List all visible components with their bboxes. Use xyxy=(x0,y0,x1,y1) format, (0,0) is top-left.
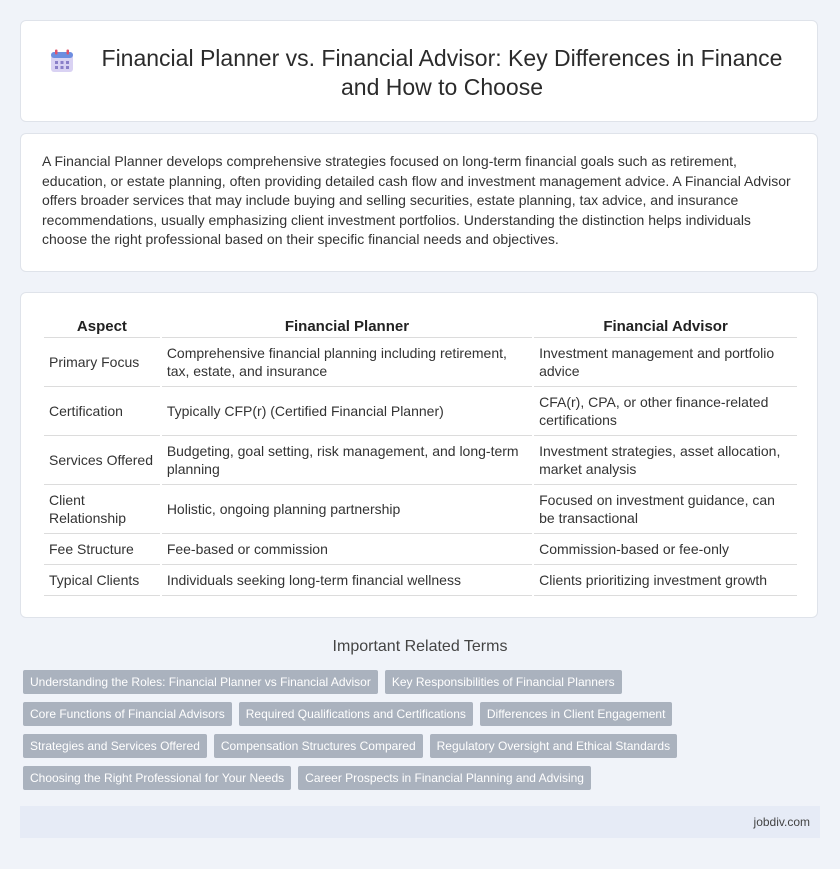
table-cell-advisor: Investment strategies, asset allocation, market analysis xyxy=(534,436,797,485)
table-header-row xyxy=(44,315,797,338)
table-cell-planner: Fee-based or commission xyxy=(162,534,532,565)
intro-card xyxy=(20,133,818,272)
table-cell-aspect: Typical Clients xyxy=(44,565,160,596)
header-card xyxy=(20,20,818,122)
table-row xyxy=(44,565,797,596)
related-term-tag[interactable]: Differences in Client Engagement xyxy=(480,702,673,726)
table-cell-advisor: CFA(r), CPA, or other finance-related certifications xyxy=(534,387,797,436)
tag-row xyxy=(23,734,803,758)
tag-row xyxy=(23,702,803,726)
table-cell-advisor: Commission-based or fee-only xyxy=(534,534,797,565)
related-term-tag[interactable]: Required Qualifications and Certifications xyxy=(239,702,473,726)
tag-row xyxy=(23,766,803,790)
table-cell-planner: Budgeting, goal setting, risk management, and long-term planning xyxy=(162,436,532,485)
column-header-aspect: Aspect xyxy=(44,315,160,338)
table-cell-aspect: Fee Structure xyxy=(44,534,160,565)
related-term-tag[interactable]: Compensation Structures Compared xyxy=(214,734,423,758)
table-cell-aspect: Primary Focus xyxy=(44,338,160,387)
table-row xyxy=(44,534,797,565)
table-cell-planner: Holistic, ongoing planning partnership xyxy=(162,485,532,534)
related-term-tag[interactable]: Strategies and Services Offered xyxy=(23,734,207,758)
related-terms-list xyxy=(23,670,803,798)
table-cell-advisor: Investment management and portfolio advice xyxy=(534,338,797,387)
site-link[interactable]: jobdiv.com xyxy=(753,815,810,829)
table-cell-advisor: Focused on investment guidance, can be transactional xyxy=(534,485,797,534)
intro-paragraph: A Financial Planner develops comprehensive strategies focused on long-term financial goals such as retirement, education, or estate planning, often providing detailed cash flow and investment management advice. A Financial Advisor offers broader services that may include buying and selling securities, estate planning, tax advice, and insurance recommendations, usually emphasizing client investment portfolios. Understanding the distinction helps individuals choose the right professional based on their specific financial needs and objectives. xyxy=(42,153,791,247)
related-terms-heading: Important Related Terms xyxy=(332,638,508,655)
table-cell-planner: Individuals seeking long-term financial wellness xyxy=(162,565,532,596)
tag-row xyxy=(23,670,803,694)
table-cell-advisor: Clients prioritizing investment growth xyxy=(534,565,797,596)
table-row xyxy=(44,387,797,436)
comparison-table-card xyxy=(20,292,818,618)
related-term-tag[interactable]: Regulatory Oversight and Ethical Standards xyxy=(430,734,677,758)
table-row xyxy=(44,485,797,534)
table-cell-aspect: Client Relationship xyxy=(44,485,160,534)
column-header-financial-advisor: Financial Advisor xyxy=(534,315,797,338)
table-cell-aspect: Services Offered xyxy=(44,436,160,485)
comparison-table xyxy=(42,315,799,596)
calendar-icon xyxy=(49,48,75,74)
page-title: Financial Planner vs. Financial Advisor: Key Differences in Finance and How to Choose xyxy=(101,45,783,100)
footer xyxy=(20,806,820,838)
column-header-financial-planner: Financial Planner xyxy=(162,315,532,338)
table-cell-aspect: Certification xyxy=(44,387,160,436)
related-term-tag[interactable]: Core Functions of Financial Advisors xyxy=(23,702,232,726)
table-cell-planner: Typically CFP(r) (Certified Financial Planner) xyxy=(162,387,532,436)
related-term-tag[interactable]: Understanding the Roles: Financial Planner vs Financial Advisor xyxy=(23,670,378,694)
related-term-tag[interactable]: Career Prospects in Financial Planning and Advising xyxy=(298,766,591,790)
table-row xyxy=(44,338,797,387)
table-cell-planner: Comprehensive financial planning including retirement, tax, estate, and insurance xyxy=(162,338,532,387)
related-term-tag[interactable]: Key Responsibilities of Financial Planners xyxy=(385,670,622,694)
table-row xyxy=(44,436,797,485)
related-term-tag[interactable]: Choosing the Right Professional for Your Needs xyxy=(23,766,291,790)
